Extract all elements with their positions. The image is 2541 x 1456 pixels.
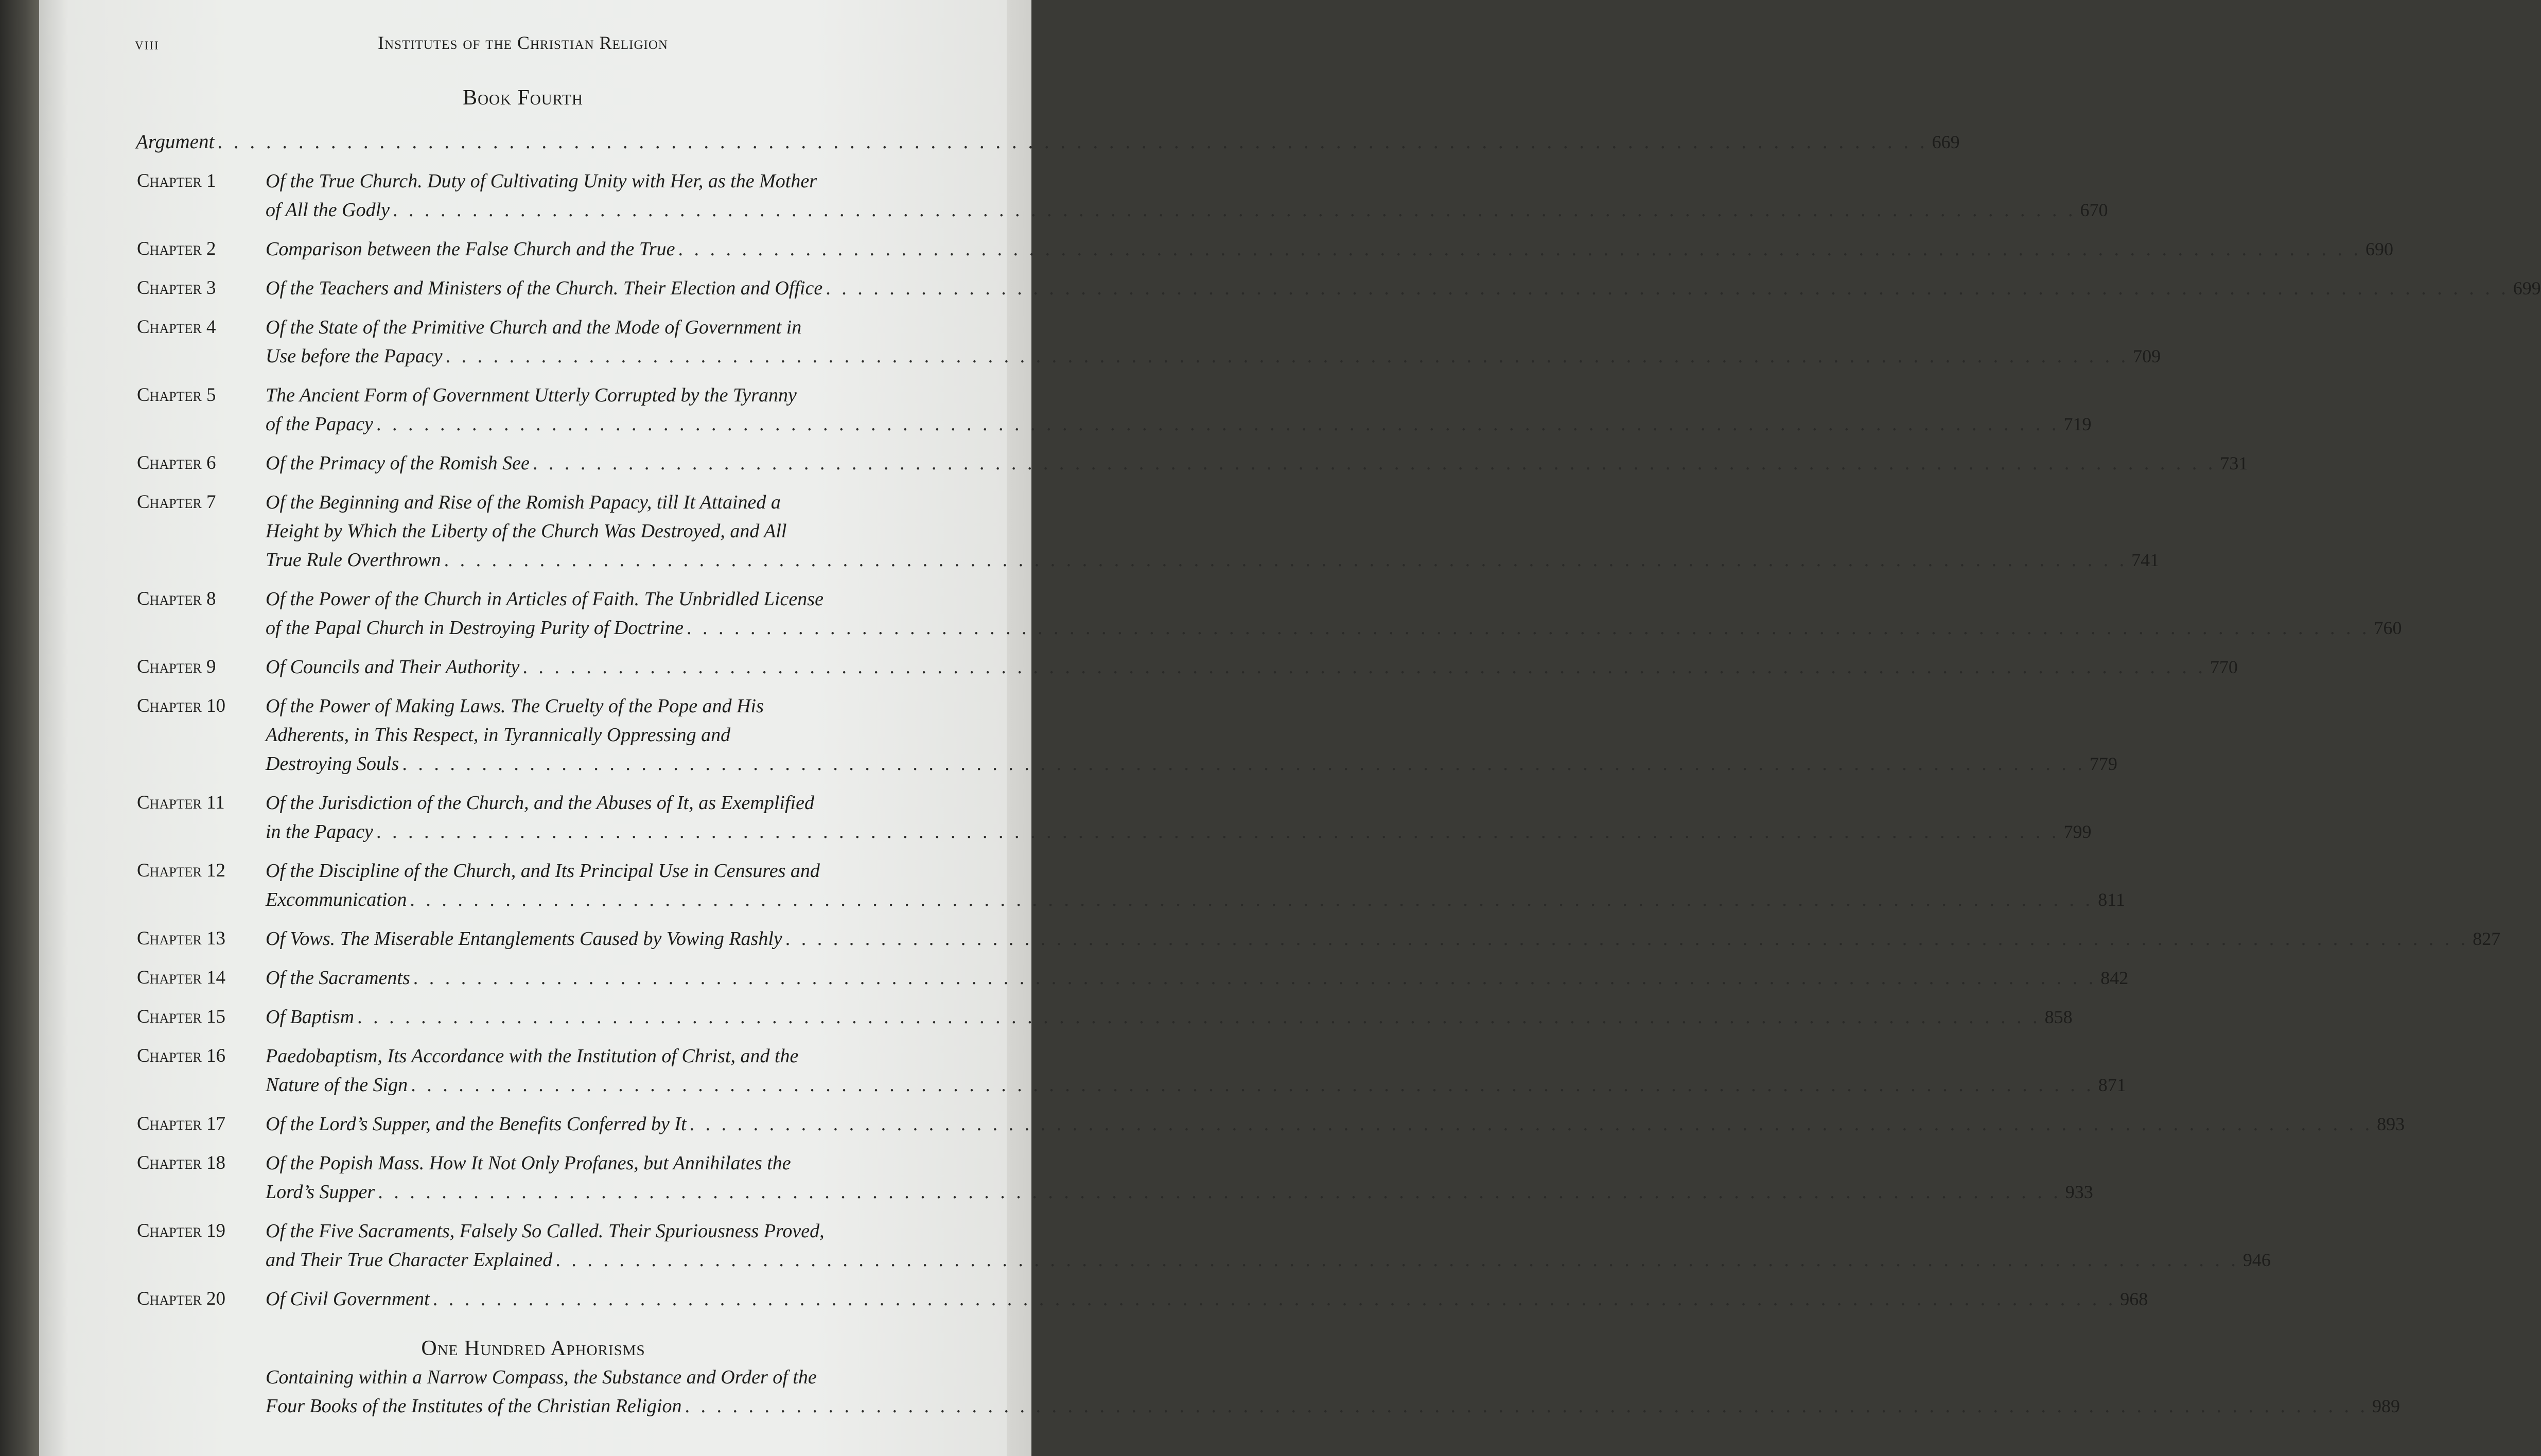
chapter-label: Chapter 14 xyxy=(137,967,226,988)
chapter-title xyxy=(266,692,2117,778)
chapter-label: Chapter 8 xyxy=(137,588,216,609)
chapter-title xyxy=(266,381,2091,438)
entry-last-line xyxy=(266,613,2402,642)
entry-spacer xyxy=(137,778,1022,788)
chapter-title xyxy=(266,1217,2271,1274)
page-number: 858 xyxy=(2044,1007,2073,1027)
chapter-label: Chapter 17 xyxy=(137,1113,226,1134)
entry-last-line xyxy=(266,196,2108,224)
book-spine-backdrop xyxy=(0,0,42,1456)
dot-leader xyxy=(684,613,2373,642)
entry-title-line: Of the True Church. Duty of Cultivating Unity with Her, as the Mother xyxy=(266,170,817,192)
entry-spacer xyxy=(137,574,1022,585)
entry-title-line: of the Papacy xyxy=(266,413,373,435)
entry-title-line: Of the Discipline of the Church, and Its Principal Use in Censures and xyxy=(266,860,820,882)
dot-leader xyxy=(408,1071,2097,1099)
page-number: 871 xyxy=(2098,1075,2126,1095)
chapter-label: Chapter 15 xyxy=(137,1006,226,1027)
dot-leader xyxy=(443,342,2132,371)
dot-leader xyxy=(407,885,2096,914)
toc-entry-chapter xyxy=(137,856,2125,914)
chapter-label: Chapter 1 xyxy=(137,170,216,191)
page-number: 741 xyxy=(2131,550,2160,570)
chapter-label: Chapter 11 xyxy=(137,792,225,813)
entry-last-line xyxy=(266,1110,2405,1138)
entry-title-line: of All the Godly xyxy=(266,199,390,221)
entry-last-line xyxy=(266,817,2091,846)
page-number: 669 xyxy=(1932,132,1960,152)
page-number: 893 xyxy=(2377,1114,2405,1134)
page-number: 989 xyxy=(2372,1396,2400,1416)
entry-spacer xyxy=(137,914,1022,924)
toc-entry-argument xyxy=(136,128,1960,156)
page-number: 811 xyxy=(2098,889,2125,910)
running-head xyxy=(39,32,1007,58)
entry-title-line: Of the Teachers and Ministers of the Church. Their Election and Office xyxy=(266,277,823,299)
entry-spacer xyxy=(137,992,1022,1003)
entry-title-line: True Rule Overthrown xyxy=(266,549,441,571)
chapter-title xyxy=(266,924,2500,953)
chapter-title xyxy=(266,856,2125,914)
entry-spacer xyxy=(137,1274,1022,1285)
chapter-title xyxy=(266,488,2159,574)
page-number: 699 xyxy=(2513,278,2541,299)
entry-title-line: Paedobaptism, Its Accordance with the Institution of Christ, and the xyxy=(266,1045,799,1067)
page-folio: viii xyxy=(135,35,160,54)
page-number: 946 xyxy=(2242,1250,2271,1270)
toc-entry-chapter xyxy=(137,788,2092,846)
dot-leader xyxy=(373,410,2063,438)
toc-entry-chapter xyxy=(137,963,2129,992)
entry-spacer xyxy=(137,1138,1022,1149)
toc-entry-chapter xyxy=(137,1149,2093,1206)
dot-leader xyxy=(410,963,2100,992)
entry-spacer xyxy=(137,1099,1022,1110)
entry-spacer xyxy=(137,953,1022,963)
entry-spacer xyxy=(137,642,1022,653)
dot-leader xyxy=(782,924,2472,953)
chapter-title xyxy=(266,788,2091,846)
page-number: 779 xyxy=(2089,753,2117,774)
entry-title-line: Of the Power of Making Laws. The Cruelty of the Pope and His xyxy=(266,695,764,717)
chapter-label: Chapter 9 xyxy=(137,656,216,677)
chapter-title xyxy=(266,1285,2148,1313)
aphorisms-entry xyxy=(266,1363,2400,1420)
chapter-title xyxy=(266,653,2238,681)
dot-leader xyxy=(390,196,2079,224)
toc-entry-chapter xyxy=(137,1110,2405,1138)
chapter-label: Chapter 3 xyxy=(137,277,216,299)
entry-title-line: Of the Five Sacraments, Falsely So Called. Their Spuriousness Proved, xyxy=(266,1220,825,1242)
chapter-title xyxy=(266,1042,2126,1099)
entry-spacer xyxy=(137,371,1022,381)
dot-leader xyxy=(430,1285,2119,1313)
chapter-title xyxy=(266,235,2393,264)
entry-title-line: Of the Primacy of the Romish See xyxy=(266,452,530,474)
dot-leader xyxy=(519,653,2209,681)
toc-entry-chapter xyxy=(137,274,2541,303)
entry-title-line: Of the Power of the Church in Articles of Faith. The Unbridled License xyxy=(266,588,823,610)
chapter-title xyxy=(266,1149,2093,1206)
entry-spacer xyxy=(137,156,1022,167)
entry-last-line xyxy=(266,235,2393,264)
page-number: 719 xyxy=(2063,414,2092,434)
chapter-title xyxy=(266,1110,2405,1138)
chapter-label: Chapter 10 xyxy=(137,695,226,716)
entry-spacer xyxy=(137,846,1022,856)
aphorisms-heading: One Hundred Aphorisms xyxy=(421,1337,645,1360)
entry-title-line: Of the Popish Mass. How It Not Only Profanes, but Annihilates the xyxy=(266,1152,791,1174)
entry-title-line: Height by Which the Liberty of the Church Was Destroyed, and All xyxy=(266,520,787,542)
page-number: 731 xyxy=(2220,453,2248,473)
toc-entry-chapter xyxy=(137,235,2393,264)
entry-last-line xyxy=(266,449,2248,478)
toc-entry-chapter xyxy=(137,167,2108,224)
toc-entry-chapter xyxy=(137,1042,2126,1099)
page-number: 770 xyxy=(2210,657,2238,677)
entry-title-line: Of the Sacraments xyxy=(266,967,410,989)
chapter-label: Chapter 19 xyxy=(137,1220,226,1241)
toc-entry-chapter xyxy=(137,381,2092,438)
entry-spacer xyxy=(137,681,1022,692)
entry-last-line xyxy=(266,342,2161,371)
dot-leader xyxy=(373,817,2063,846)
chapter-label: Chapter 7 xyxy=(137,492,216,513)
dot-leader xyxy=(682,1392,2372,1420)
dot-leader xyxy=(675,235,2364,264)
entry-title-line: Of the Beginning and Rise of the Romish Papacy, till It Attained a xyxy=(266,492,781,513)
entry-spacer xyxy=(137,264,1022,274)
entry-title-line: and Their True Character Explained xyxy=(266,1249,553,1271)
chapter-label: Chapter 4 xyxy=(137,317,216,338)
entry-last-line xyxy=(266,410,2091,438)
entry-spacer xyxy=(137,303,1022,313)
entry-last-line xyxy=(266,749,2117,778)
chapter-list xyxy=(137,156,2541,1313)
page-number: 933 xyxy=(2065,1182,2093,1202)
toc-entry-chapter xyxy=(137,1003,2073,1031)
dot-leader xyxy=(552,1246,2242,1274)
chapter-label: Chapter 20 xyxy=(137,1288,226,1309)
entry-last-line xyxy=(266,546,2159,574)
dot-leader xyxy=(214,128,1931,156)
toc-entry-chapter xyxy=(137,313,2161,371)
entry-title-line: Use before the Papacy xyxy=(266,345,443,367)
chapter-title xyxy=(266,274,2541,303)
argument-line xyxy=(136,128,1960,156)
entry-title-line: Comparison between the False Church and the True xyxy=(266,238,675,260)
entry-last-line xyxy=(266,653,2238,681)
entry-title-line: Containing within a Narrow Compass, the Substance and Order of the xyxy=(266,1366,817,1388)
chapter-label: Chapter 6 xyxy=(137,452,216,473)
book-heading: Book Fourth xyxy=(463,86,583,110)
chapter-label: Chapter 16 xyxy=(137,1045,226,1066)
entry-title-line: Excommunication xyxy=(266,889,407,910)
page-number: 968 xyxy=(2120,1289,2148,1309)
entry-title-line: Of Vows. The Miserable Entanglements Caused by Vowing Rashly xyxy=(266,928,782,950)
dot-leader xyxy=(399,749,2089,778)
entry-last-line xyxy=(266,1392,2400,1420)
entry-last-line xyxy=(266,1246,2271,1274)
entry-title-line: Nature of the Sign xyxy=(266,1074,408,1096)
entry-title-line: Adherents, in This Respect, in Tyrannically Oppressing and xyxy=(266,724,731,746)
chapter-title xyxy=(266,585,2402,642)
running-head-title: Institutes of the Christian Religion xyxy=(378,32,668,53)
chapter-label: Chapter 13 xyxy=(137,928,226,949)
dot-leader xyxy=(687,1110,2376,1138)
entry-last-line xyxy=(266,1003,2073,1031)
toc-entry-chapter xyxy=(137,488,2160,574)
entry-title-line: Of Baptism xyxy=(266,1006,355,1028)
chapter-title xyxy=(266,167,2108,224)
entry-last-line xyxy=(266,924,2500,953)
dot-leader xyxy=(441,546,2131,574)
chapter-label: Chapter 12 xyxy=(137,860,226,881)
page-number: 842 xyxy=(2100,968,2129,988)
dot-leader xyxy=(354,1003,2044,1031)
toc-entry-chapter xyxy=(137,924,2501,953)
dot-leader xyxy=(822,274,2512,303)
entry-spacer xyxy=(137,224,1022,235)
entry-title-line: Lord’s Supper xyxy=(266,1181,375,1203)
argument-label: Argument xyxy=(136,131,215,153)
toc-entry-chapter xyxy=(137,1217,2271,1274)
entry-title-line: Four Books of the Institutes of the Christian Religion xyxy=(266,1395,682,1417)
toc-entry-chapter xyxy=(137,449,2248,478)
page-number: 670 xyxy=(2080,200,2108,220)
entry-last-line xyxy=(266,1178,2093,1206)
chapter-title xyxy=(266,449,2248,478)
entry-title-line: Of the State of the Primitive Church and the Mode of Government in xyxy=(266,317,802,338)
page-number: 799 xyxy=(2063,821,2092,842)
chapter-title xyxy=(266,1003,2073,1031)
entry-title-line: Destroying Souls xyxy=(266,753,399,775)
page-number: 709 xyxy=(2133,346,2161,366)
entry-spacer xyxy=(137,438,1022,449)
entry-last-line xyxy=(266,1071,2126,1099)
entry-last-line xyxy=(266,274,2541,303)
entry-spacer xyxy=(137,1206,1022,1217)
entry-last-line xyxy=(266,885,2125,914)
dot-leader xyxy=(530,449,2219,478)
book-page xyxy=(39,0,2541,1456)
entry-spacer xyxy=(137,478,1022,488)
page-number: 760 xyxy=(2374,618,2402,638)
entry-title-line: Of the Jurisdiction of the Church, and the Abuses of It, as Exemplified xyxy=(266,792,814,814)
page-number: 690 xyxy=(2365,239,2393,259)
table-of-contents xyxy=(136,128,2541,1420)
chapter-title xyxy=(266,963,2128,992)
toc-entry-chapter xyxy=(137,1285,2148,1313)
dot-leader xyxy=(375,1178,2064,1206)
entry-title-line: of the Papal Church in Destroying Purity of Doctrine xyxy=(266,617,684,639)
argument-entry-body xyxy=(136,128,1960,156)
entry-title-line: The Ancient Form of Government Utterly Corrupted by the Tyranny xyxy=(266,384,797,406)
toc-entry-chapter xyxy=(137,692,2117,778)
entry-title-line: Of the Lord’s Supper, and the Benefits Conferred by It xyxy=(266,1113,687,1135)
entry-last-line xyxy=(266,1285,2148,1313)
page-number: 827 xyxy=(2473,928,2501,949)
entry-title-line: in the Papacy xyxy=(266,821,373,843)
chapter-title xyxy=(266,313,2161,371)
entry-spacer xyxy=(137,1031,1022,1042)
entry-last-line xyxy=(266,963,2128,992)
chapter-label: Chapter 2 xyxy=(137,238,216,259)
entry-title-line: Of Councils and Their Authority xyxy=(266,656,520,678)
chapter-label: Chapter 18 xyxy=(137,1152,226,1173)
chapter-label: Chapter 5 xyxy=(137,384,216,406)
toc-entry-chapter xyxy=(137,653,2238,681)
toc-entry-chapter xyxy=(137,585,2402,642)
entry-title-line: Of Civil Government xyxy=(266,1288,430,1310)
